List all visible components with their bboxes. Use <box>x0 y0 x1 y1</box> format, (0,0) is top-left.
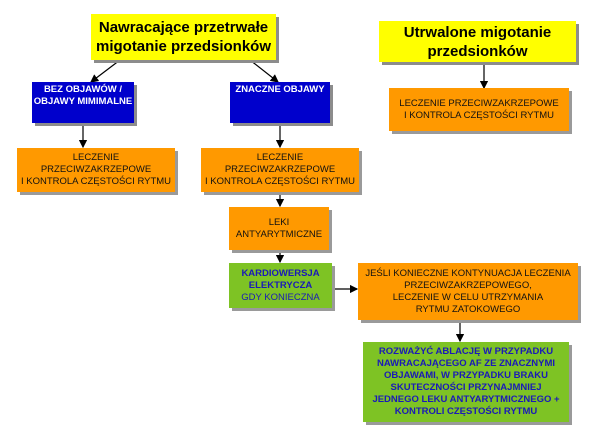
permanent-af-title <box>379 21 576 62</box>
cardioversion-title: KARDIOWERSJA ELEKTRYCZA <box>241 267 320 291</box>
significant-symptoms-text: ZNACZNE OBJAWY <box>235 84 325 95</box>
arrow-title-to-no-symptoms <box>91 60 120 82</box>
recurrent-af-title-text: Nawracające przetrwałe migotanie przedsionków <box>95 19 272 55</box>
antiarrhythmic-text: LEKI ANTYARYTMICZNE <box>235 216 323 240</box>
arrow-title-to-significant <box>250 60 278 82</box>
left-treatment-text: LECZENIE PRZECIWZAKRZEPOWE I KONTROLA CZĘSTOŚCI RYTMU <box>20 152 172 187</box>
permanent-treatment-box <box>389 88 569 131</box>
mid-treatment-box <box>201 148 359 192</box>
ablation-text: ROZWAŻYĆ ABLACJĘ W PRZYPADKU NAWRACAJĄCEGO AF ZE ZNACZNYMI OBJAWAMI, W PRZYPADKU BRAKU SKUTECZNOŚCI PRZYNAJMNIEJ JEDNEGO LEKU ANTYARYTMICZNEGO + KONTROLI CZĘSTOŚCI RYTMU <box>372 346 560 417</box>
no-symptoms-box <box>32 82 134 123</box>
permanent-af-title-text: Utrwalone migotanie przedsionków <box>403 23 552 60</box>
antiarrhythmic-box <box>229 207 329 250</box>
cardioversion-note: GDY KONIECZNA <box>241 291 320 303</box>
no-symptoms-text: BEZ OBJAWÓW / OBJAWY MIMIMALNE <box>33 84 133 107</box>
mid-treatment-text: LECZENIE PRZECIWZAKRZEPOWE I KONTROLA CZĘSTOŚCI RYTMU <box>204 152 356 187</box>
significant-symptoms-box <box>230 82 330 123</box>
continuation-box <box>358 263 578 320</box>
ablation-box <box>363 342 569 422</box>
cardioversion-box <box>229 263 332 308</box>
permanent-treatment-text: LECZENIE PRZECIWZAKRZEPOWE I KONTROLA CZĘSTOŚCI RYTMU <box>399 97 559 121</box>
recurrent-af-title <box>91 14 276 60</box>
left-treatment-box <box>17 148 175 192</box>
continuation-text: JEŚLI KONIECZNE KONTYNUACJA LECZENIA PRZECIWZAKRZEPOWEGO, LECZENIE W CELU UTRZYMANIA RYTMU ZATOKOWEGO <box>365 267 571 315</box>
